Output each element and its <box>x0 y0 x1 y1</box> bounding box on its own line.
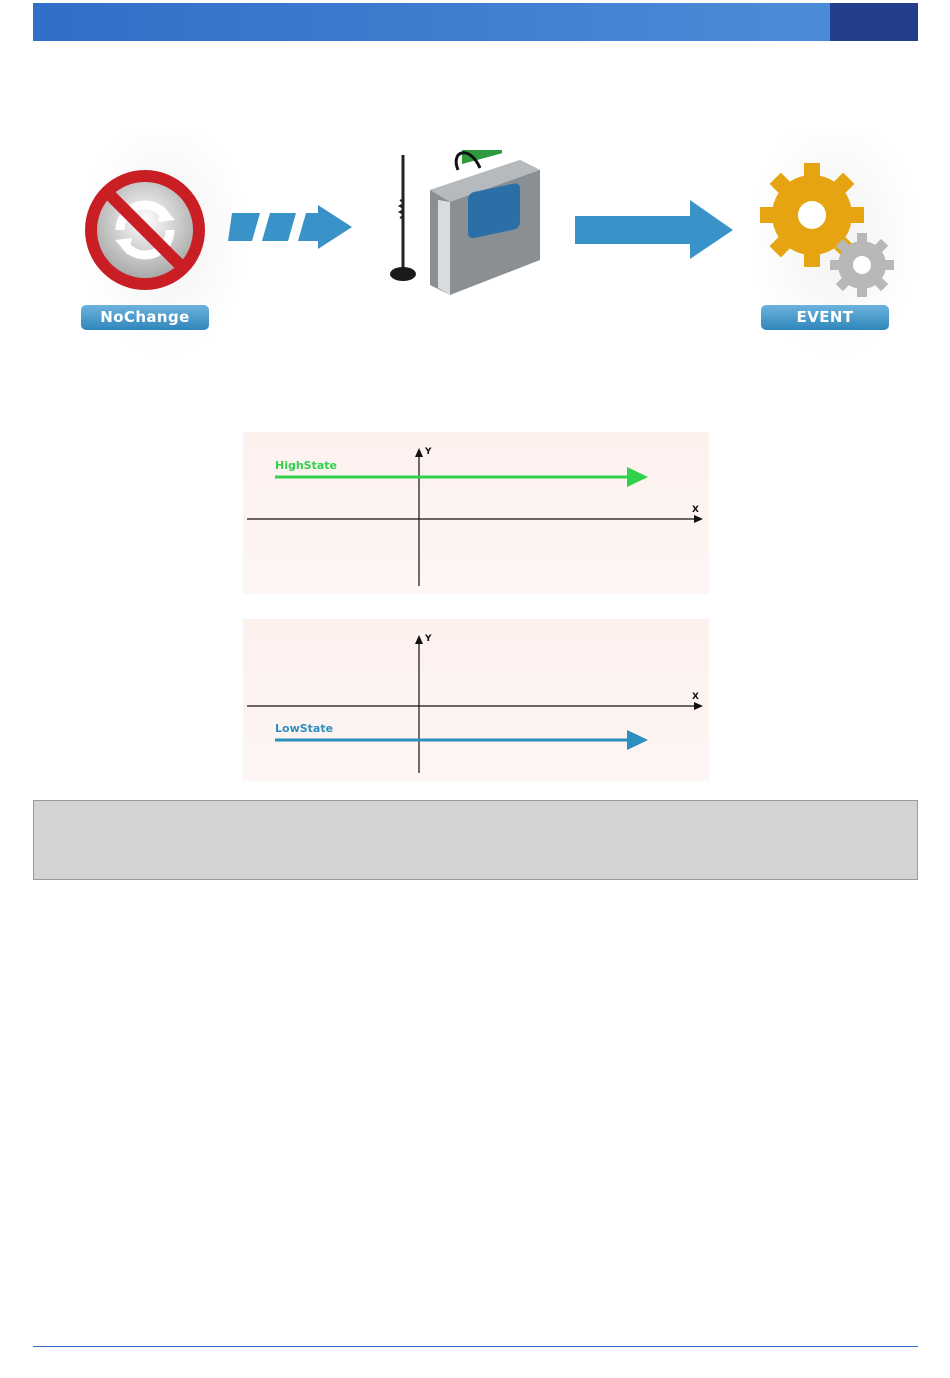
y-axis-label: Y <box>425 447 432 457</box>
highstate-label: HighState <box>275 459 338 472</box>
ivtec-device-icon <box>380 150 550 300</box>
no-change-prohibited-icon <box>80 150 250 320</box>
y-axis-arrow <box>415 635 423 644</box>
nochange-label: NoChange <box>81 305 209 330</box>
lowstate-chart <box>243 619 713 781</box>
lowstate-arrowhead <box>627 730 648 750</box>
footer-rule <box>33 1346 918 1347</box>
x-axis-label: X <box>692 505 699 515</box>
dashed-arrow-icon <box>228 203 358 263</box>
x-axis-arrow <box>694 702 703 710</box>
header-page-tab <box>830 3 918 41</box>
nochange-panel <box>80 135 250 360</box>
x-axis-arrow <box>694 515 703 523</box>
lowstate-label: LowState <box>275 722 334 735</box>
gears-icon <box>750 150 920 320</box>
x-axis-label: X <box>692 692 699 702</box>
highstate-arrowhead <box>627 467 648 487</box>
y-axis-label: Y <box>425 634 432 644</box>
note-box <box>33 800 918 880</box>
event-diagram <box>40 135 920 365</box>
solid-arrow-icon <box>575 198 740 263</box>
event-label: EVENT <box>761 305 889 330</box>
header-bar <box>33 3 918 41</box>
y-axis-arrow <box>415 448 423 457</box>
event-panel <box>750 135 920 360</box>
highstate-chart <box>243 432 713 594</box>
